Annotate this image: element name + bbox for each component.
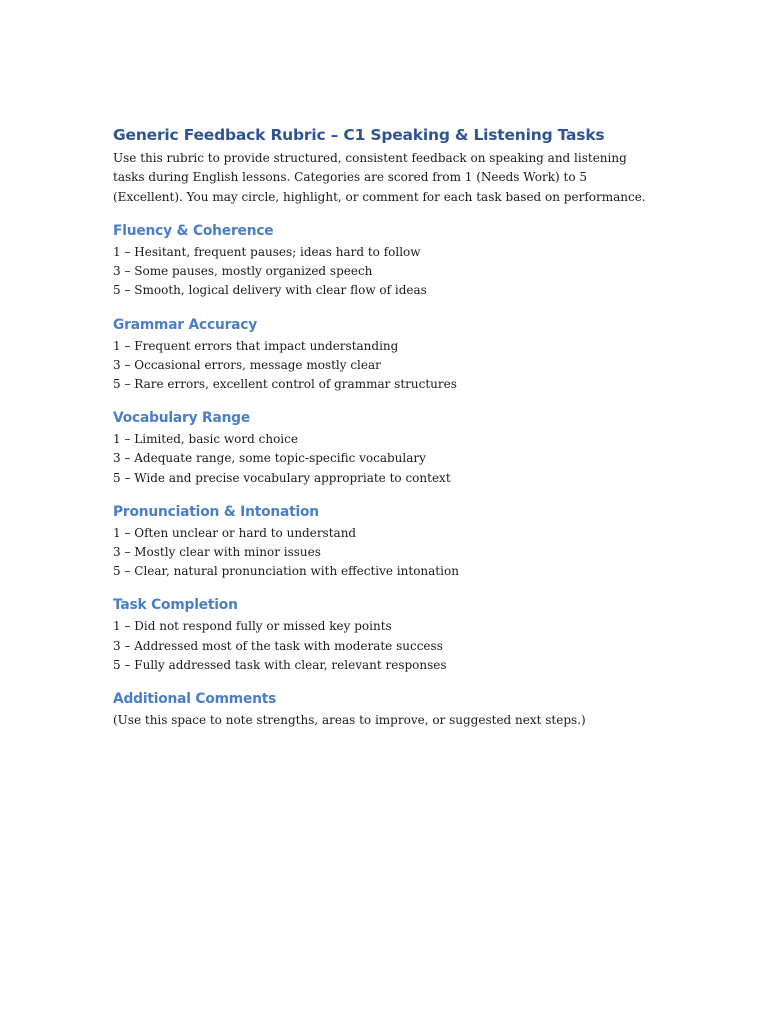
criteria-item: 5 – Smooth, logical delivery with clear flow of ideas	[113, 283, 427, 298]
criteria-item: 5 – Wide and precise vocabulary appropriate to context	[113, 470, 451, 485]
criteria-item: 3 – Adequate range, some topic-specific vocabulary	[113, 451, 426, 466]
criteria-list	[113, 243, 673, 301]
document-page	[113, 124, 673, 730]
section-fluency-coherence	[113, 221, 673, 301]
criteria-list	[113, 430, 673, 488]
criteria-list	[113, 617, 673, 675]
section-additional-comments	[113, 689, 673, 730]
comments-heading: Additional Comments	[113, 690, 277, 707]
criteria-item: 1 – Did not respond fully or missed key points	[113, 619, 392, 634]
criteria-item: 5 – Fully addressed task with clear, relevant responses	[113, 657, 447, 672]
criteria-item: 1 – Hesitant, frequent pauses; ideas hard to follow	[113, 244, 421, 259]
section-pronunciation-intonation	[113, 502, 673, 582]
criteria-list	[113, 524, 673, 582]
criteria-item: 3 – Addressed most of the task with moderate success	[113, 638, 443, 653]
section-heading: Grammar Accuracy	[113, 316, 258, 333]
criteria-item: 5 – Clear, natural pronunciation with effective intonation	[113, 564, 459, 579]
section-heading: Task Completion	[113, 597, 238, 614]
document-title: Generic Feedback Rubric – C1 Speaking & Listening Tasks	[113, 126, 605, 144]
section-task-completion	[113, 595, 673, 675]
criteria-item: 5 – Rare errors, excellent control of grammar structures	[113, 376, 457, 391]
criteria-item: 3 – Some pauses, mostly organized speech	[113, 264, 373, 279]
criteria-item: 1 – Limited, basic word choice	[113, 432, 298, 447]
criteria-list	[113, 337, 673, 395]
criteria-item: 3 – Mostly clear with minor issues	[113, 544, 321, 559]
criteria-item: 1 – Often unclear or hard to understand	[113, 525, 357, 540]
criteria-item: 3 – Occasional errors, message mostly clear	[113, 357, 381, 372]
section-vocabulary-range	[113, 408, 673, 488]
section-grammar-accuracy	[113, 315, 673, 395]
comments-placeholder: (Use this space to note strengths, areas to improve, or suggested next steps.)	[113, 712, 586, 727]
section-heading: Fluency & Coherence	[113, 222, 274, 239]
criteria-item: 1 – Frequent errors that impact understanding	[113, 338, 399, 353]
intro-paragraph: Use this rubric to provide structured, consistent feedback on speaking and listening tasks during English lessons. Categories are scored from 1 (Needs Work) to 5 (Excellent). You may circle, highlight, or comment for each task based on performance.	[113, 151, 646, 204]
section-heading: Pronunciation & Intonation	[113, 503, 319, 520]
section-heading: Vocabulary Range	[113, 410, 251, 427]
